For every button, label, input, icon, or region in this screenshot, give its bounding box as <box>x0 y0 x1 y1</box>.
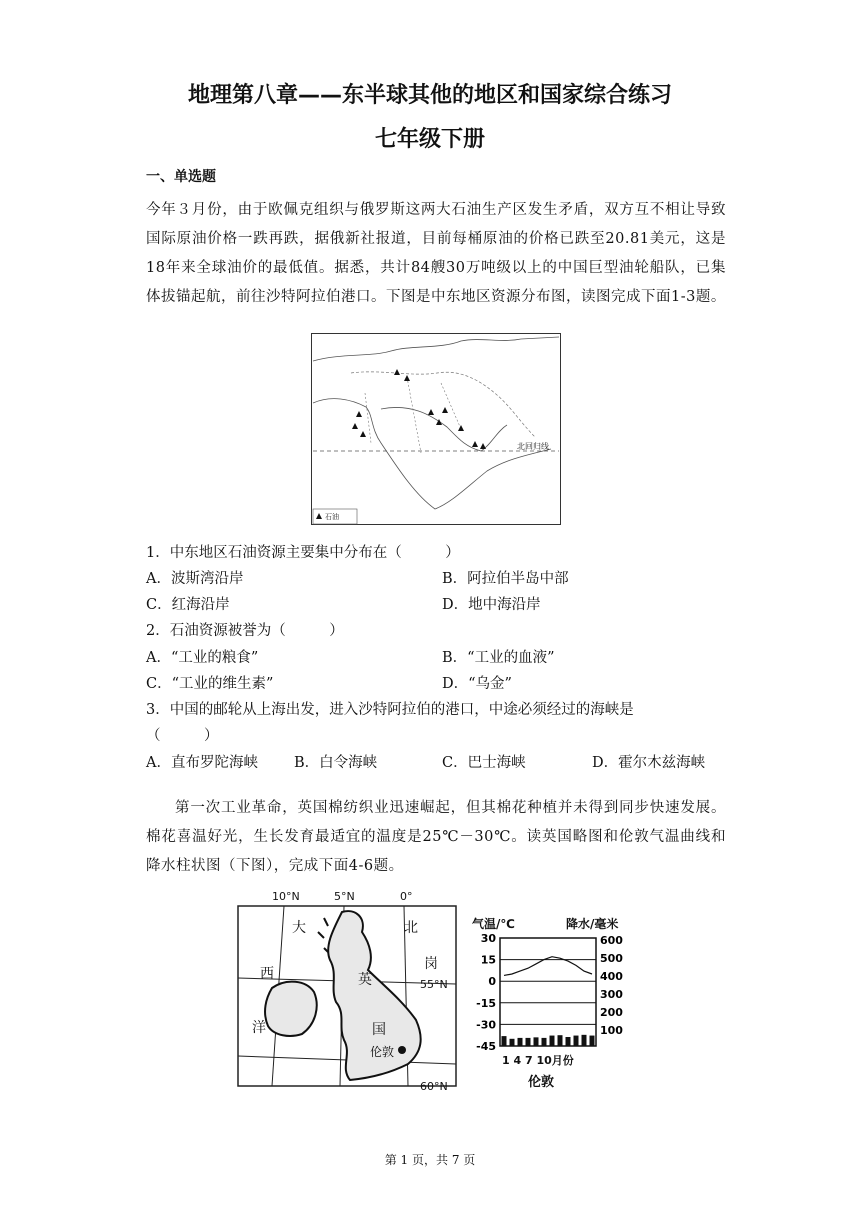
q1-option-d[interactable]: D．地中海沿岸 <box>442 597 541 613</box>
svg-text:伦敦: 伦敦 <box>370 1045 395 1059</box>
passage-1: 今年３月份，由于欧佩克组织与俄罗斯这两大石油生产区发生矛盾，双方互不相让导致国际原油价格一跌再跌，据俄新社报道，目前每桶原油的价格已跌至20.81美元，这是18年来全球油价的最低值。据悉，共计84艘30万吨级以上的中国巨型油轮船队，已集体拔锚起航，前往沙特阿拉伯港口。下图是中东地区资源分布图，读图完成下面1-3题。 <box>146 202 726 305</box>
svg-text:北: 北 <box>404 920 418 936</box>
question-2-stem: 2．石油资源被誉为（ ） <box>146 623 344 639</box>
precip-bar <box>574 1036 579 1046</box>
svg-text:10°N: 10°N <box>272 890 300 903</box>
svg-text:英: 英 <box>358 972 372 988</box>
page-footer: 第 1 页，共 7 页 <box>384 1153 476 1167</box>
precip-bar <box>558 1035 563 1046</box>
page-subtitle: 七年级下册 <box>374 127 485 152</box>
temp-tick-label: 15 <box>480 953 496 967</box>
precip-bar <box>518 1038 523 1046</box>
q1-option-b[interactable]: B．阿拉伯半岛中部 <box>442 571 569 587</box>
temp-tick-label: 30 <box>480 932 496 945</box>
page-title: 地理第八章——东半球其他的地区和国家综合练习 <box>187 83 672 108</box>
precip-bar <box>534 1037 539 1046</box>
temp-tick-label: -30 <box>476 1018 496 1032</box>
precip-bar <box>582 1035 587 1046</box>
uk-map <box>232 888 464 1094</box>
svg-text:大: 大 <box>292 920 306 936</box>
q3-option-b[interactable]: B．白令海峡 <box>294 755 378 771</box>
month-axis-label: 1 4 7 10月份 <box>502 1054 574 1067</box>
precip-bar <box>542 1038 547 1046</box>
svg-text:岗: 岗 <box>424 956 438 972</box>
svg-text:西: 西 <box>260 966 274 982</box>
passage-2: 第一次工业革命，英国棉纺织业迅速崛起，但其棉花种植并未得到同步快速发展。棉花喜温好光，生长发育最适宜的温度是25℃－30℃。读英国略图和伦敦气温曲线和降水柱状图（下图），完成下面4-6题。 <box>146 800 726 874</box>
question-3-paren: （ ） <box>146 728 219 744</box>
question-1-stem: 1．中东地区石油资源主要集中分布在（ ） <box>146 545 460 561</box>
svg-text:55°N: 55°N <box>420 978 448 991</box>
station-label: 伦敦 <box>528 1075 555 1090</box>
precip-tick-label: 200 <box>600 1006 623 1019</box>
precip-bar <box>566 1037 571 1046</box>
svg-text:5°N: 5°N <box>334 890 355 903</box>
legend-label: 石油 <box>325 513 339 521</box>
precip-bar <box>590 1036 595 1046</box>
precip-tick-label: 300 <box>600 988 623 1001</box>
q3-option-d[interactable]: D．霍尔木兹海峡 <box>592 755 706 771</box>
temp-tick-label: 0 <box>488 975 496 989</box>
precip-tick-label: 500 <box>600 952 623 965</box>
temp-tick-label: -15 <box>476 996 496 1010</box>
temp-tick-label: -45 <box>476 1040 496 1053</box>
section-heading: 一、单选题 <box>146 169 216 185</box>
q1-option-c[interactable]: C．红海沿岸 <box>146 597 230 613</box>
precip-bar <box>510 1039 515 1046</box>
svg-text:洋: 洋 <box>252 1020 266 1036</box>
question-3-stem: 3．中国的邮轮从上海出发，进入沙特阿拉伯的港口，中途必须经过的海峡是 <box>146 702 634 718</box>
q1-option-a[interactable]: A．波斯湾沿岸 <box>146 571 244 587</box>
precip-bar <box>526 1038 531 1046</box>
precip-tick-label: 600 <box>600 934 623 947</box>
tropic-label: 北回归线 <box>517 442 549 451</box>
svg-text:国: 国 <box>372 1022 386 1038</box>
q2-option-b[interactable]: B．“工业的血液” <box>442 650 555 666</box>
q2-option-d[interactable]: D．“乌金” <box>442 676 512 692</box>
q2-option-c[interactable]: C．“工业的维生素” <box>146 676 274 692</box>
q2-option-a[interactable]: A．“工业的粮食” <box>146 650 259 666</box>
precip-axis-label: 降水/毫米 <box>566 917 619 931</box>
london-climate-chart <box>470 914 650 1092</box>
middle-east-map <box>311 333 561 525</box>
svg-text:0°: 0° <box>400 890 413 903</box>
precip-bar <box>502 1036 507 1046</box>
q3-option-c[interactable]: C．巴士海峡 <box>442 755 526 771</box>
q3-option-a[interactable]: A．直布罗陀海峡 <box>146 755 258 771</box>
precip-tick-label: 400 <box>600 970 623 983</box>
precip-tick-label: 100 <box>600 1024 623 1037</box>
precip-bar <box>550 1036 555 1046</box>
temp-axis-label: 气温/℃ <box>472 917 515 931</box>
svg-text:60°N: 60°N <box>420 1080 448 1093</box>
